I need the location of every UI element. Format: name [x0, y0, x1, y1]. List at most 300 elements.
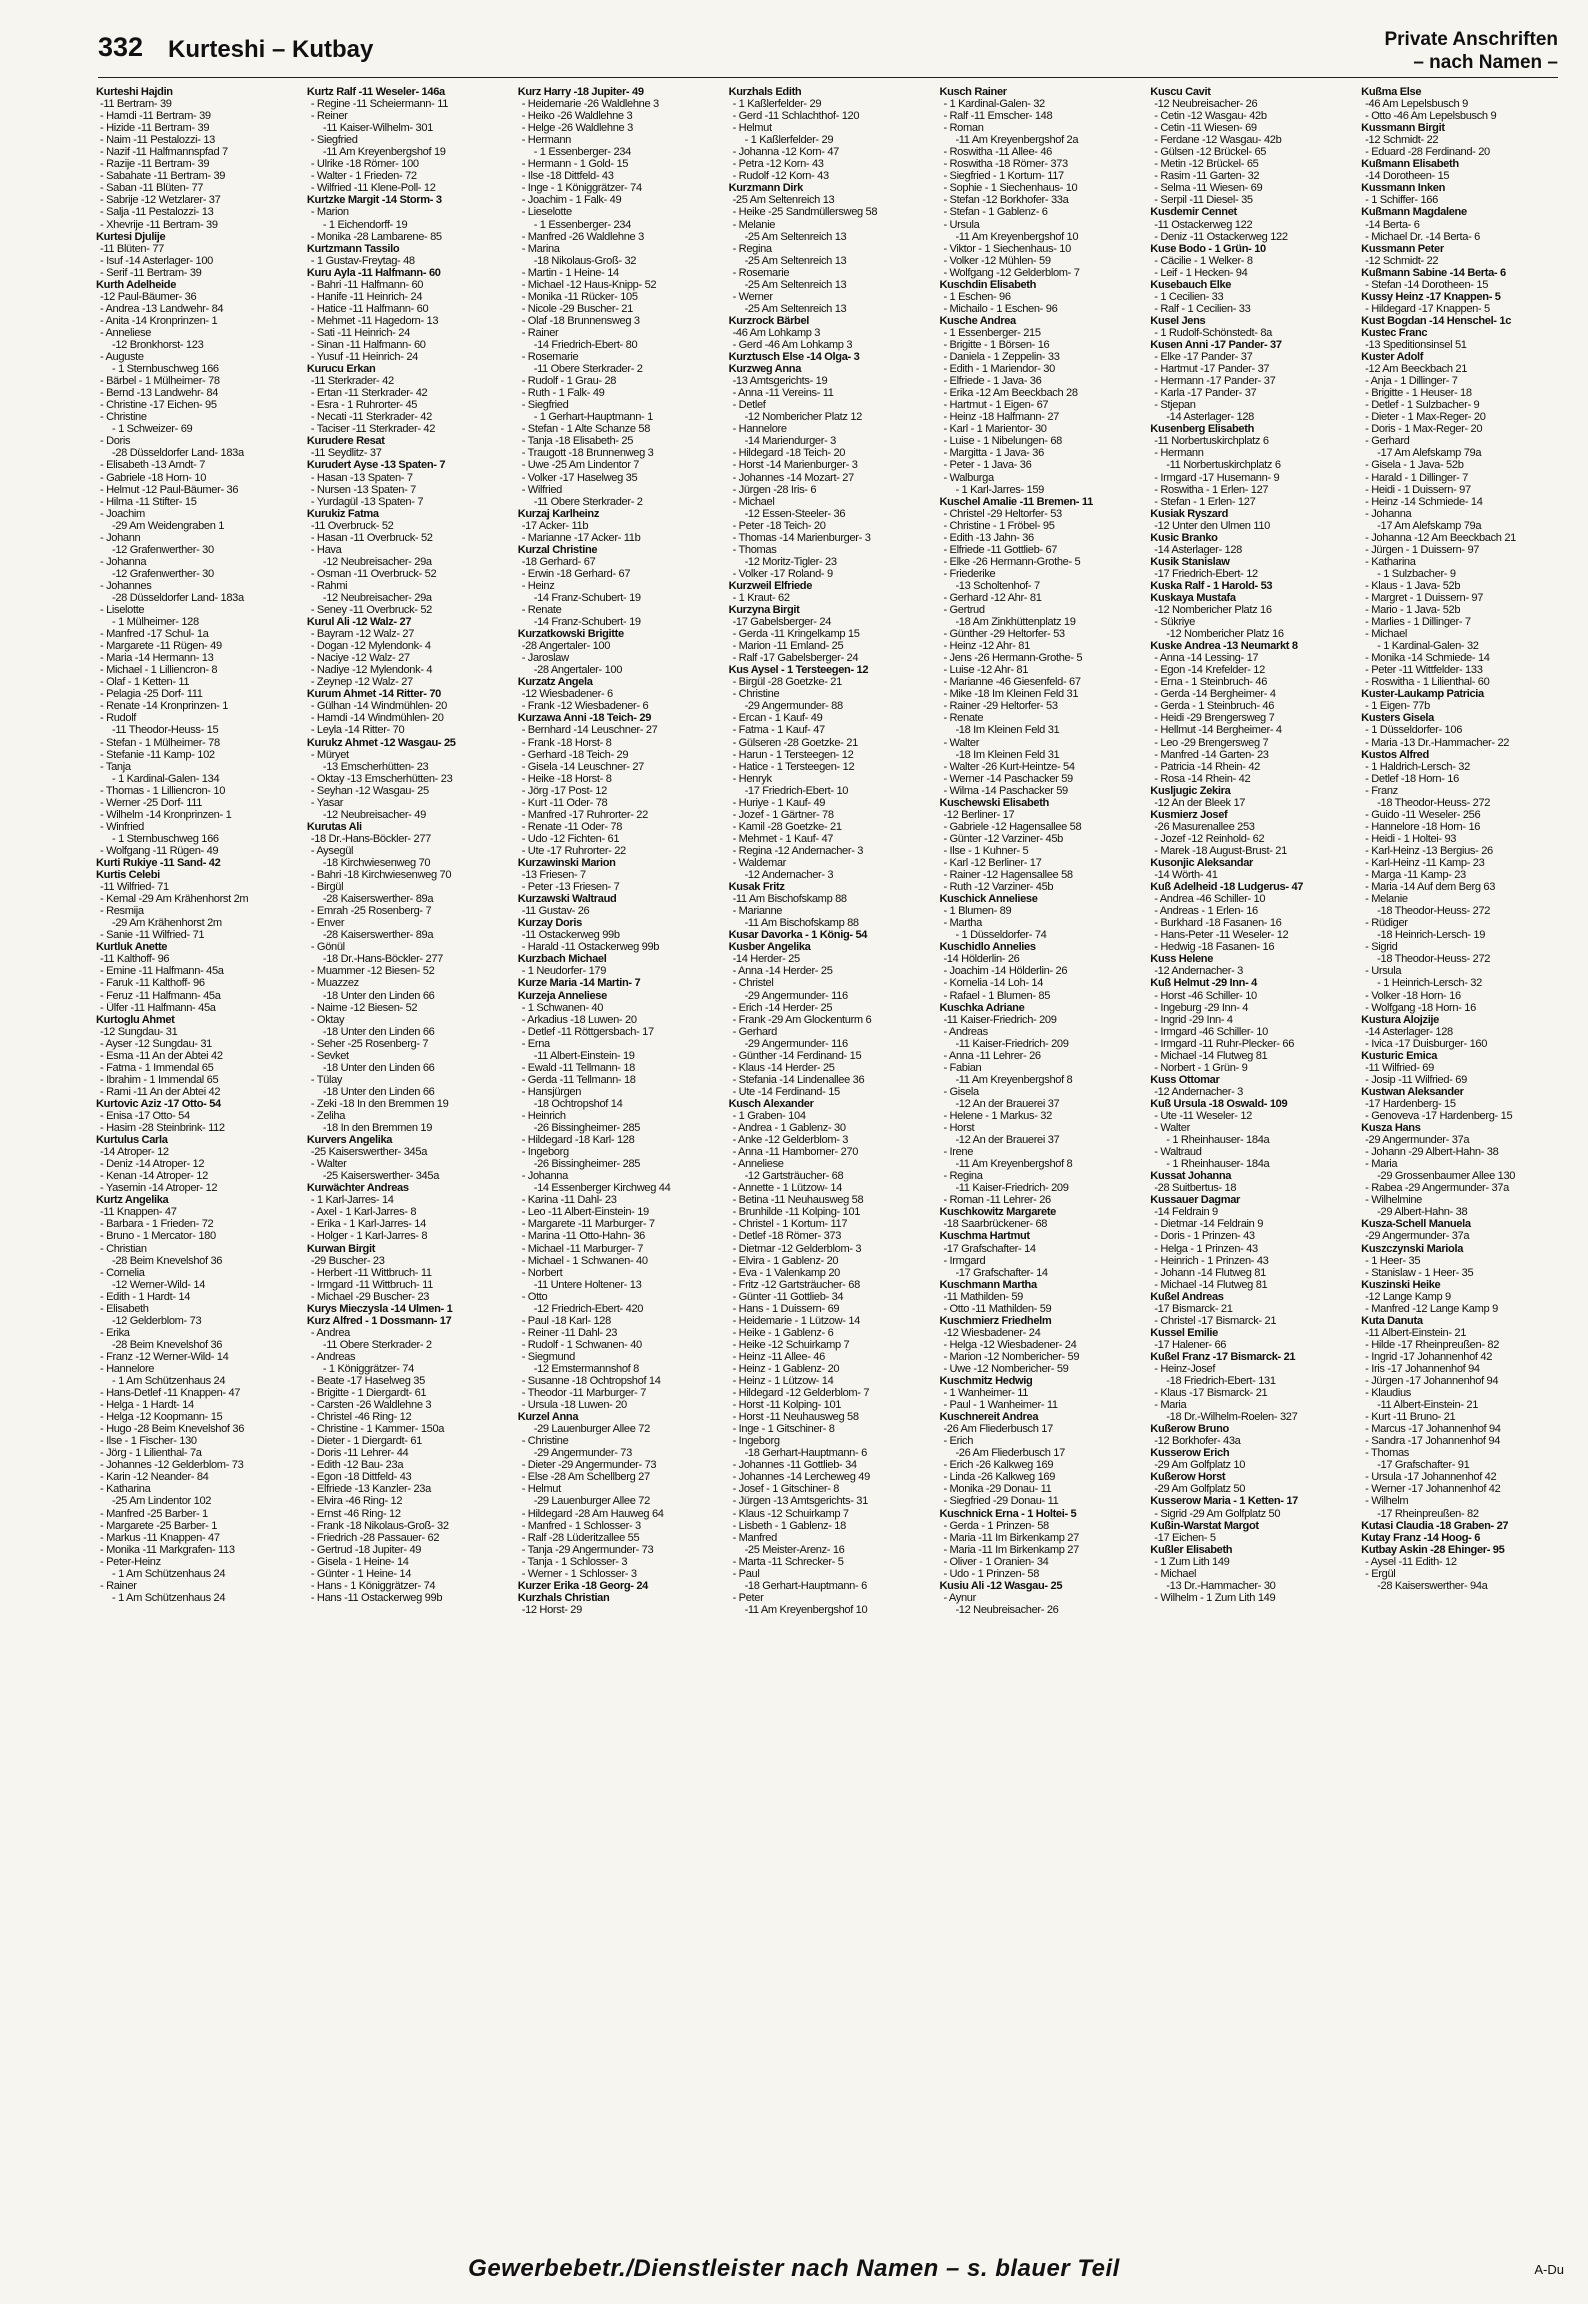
- directory-entry-line: - Jürgen - 1 Duissern- 97: [1365, 543, 1480, 556]
- directory-entry-line: Kuschmann Martha: [939, 1278, 1037, 1291]
- directory-entry-line: -11 Obere Sterkrader- 2: [322, 1338, 432, 1351]
- directory-entry-line: - Marta -11 Schrecker- 5: [732, 1555, 844, 1568]
- directory-entry-line: - Wolfgang -18 Horn- 16: [1365, 1001, 1476, 1014]
- directory-entry-line: - Luise -12 Ahr- 81: [943, 664, 1029, 677]
- directory-entry-line: - Jürgen -28 Iris- 6: [732, 483, 817, 496]
- directory-entry-line: - Liselotte: [100, 604, 145, 617]
- directory-entry-line: - Walburga: [943, 471, 994, 484]
- directory-entry-line: - Michael - 1 Schwanen- 40: [521, 1254, 648, 1267]
- directory-entry-line: - Tülay: [310, 1073, 343, 1086]
- directory-entry-line: - Heidi - 1 Holtei- 93: [1365, 832, 1457, 845]
- directory-entry-line: - Stefan -14 Dorotheen- 15: [1365, 278, 1489, 291]
- directory-entry-line: -25 Am Seltenreich 13: [732, 194, 835, 207]
- directory-entry-line: Kusar Davorka - 1 König- 54: [728, 929, 868, 942]
- directory-entry-line: -14 Herder- 25: [732, 953, 800, 966]
- directory-entry-line: -17 Grafschafter- 14: [955, 1266, 1048, 1279]
- directory-entry-line: - Jörg -17 Post- 12: [521, 784, 607, 797]
- directory-entry-line: -29 Lauenburger Allee 72: [533, 1423, 650, 1436]
- directory-entry-line: - Fatma - 1 Kauf- 47: [732, 724, 825, 737]
- directory-entry-line: - Jürgen -13 Amtsgerichts- 31: [732, 1495, 868, 1508]
- directory-entry-line: Kurzay Doris: [517, 917, 582, 930]
- directory-entry-line: - Ralf -28 Lüderitzallee 55: [521, 1531, 640, 1544]
- directory-entry-line: Kussmann Peter: [1361, 242, 1444, 255]
- directory-entry-line: - Axel - 1 Karl-Jarres- 8: [310, 1206, 417, 1219]
- directory-entry-line: - Naime -12 Biesen- 52: [310, 1001, 418, 1014]
- directory-entry-line: - Inge - 1 Königgrätzer- 74: [521, 182, 642, 195]
- directory-entry-line: -13 Dr.-Hammacher- 30: [1166, 1579, 1276, 1592]
- directory-entry-line: - Karina -11 Dahl- 23: [521, 1194, 617, 1207]
- directory-entry-line: - Tanja - 1 Schlosser- 3: [521, 1555, 628, 1568]
- directory-entry-line: - Johanna: [521, 1170, 568, 1183]
- directory-entry-line: - Michailo - 1 Eschen- 96: [943, 302, 1058, 315]
- directory-entry-line: -11 Am Kreyenbergshof 8: [955, 1158, 1073, 1171]
- directory-entry-line: - Ursula: [1365, 965, 1402, 978]
- directory-entry-line: - Horst -11 Neuhausweg 58: [732, 1411, 859, 1424]
- directory-entry-line: -28 Kaiserswerther- 89a: [322, 893, 434, 906]
- directory-entry-line: -14 Mariendurger- 3: [744, 435, 836, 448]
- directory-entry-line: -26 Masurenallee 253: [1154, 820, 1255, 833]
- directory-entry-line: -12 Werner-Wild- 14: [112, 1278, 206, 1291]
- directory-entry-line: - Thomas -14 Marienburger- 3: [732, 531, 871, 544]
- directory-entry-line: - Cetin -11 Wiesen- 69: [1154, 122, 1257, 135]
- directory-entry-line: - Manfred -25 Barber- 1: [100, 1507, 208, 1520]
- directory-entry-line: -11 Wilfried- 71: [100, 881, 169, 894]
- directory-entry-line: - Erwin -18 Gerhard- 67: [521, 567, 631, 580]
- directory-entry-line: - Stefan - 1 Erlen- 127: [1154, 495, 1256, 508]
- directory-entry-line: - Johanna: [100, 555, 147, 568]
- directory-entry-line: - Otto -46 Am Lepelsbusch 9: [1365, 110, 1497, 123]
- directory-entry-line: Kusiu Ali -12 Wasgau- 25: [939, 1579, 1063, 1592]
- directory-entry-line: - Gerda -11 Kringelkamp 15: [732, 628, 860, 641]
- directory-entry-line: -28 Kaiserswerther- 94a: [1377, 1579, 1488, 1592]
- directory-entry-line: Kurzweg Anna: [728, 363, 802, 376]
- directory-entry-line: -18 Dr.-Wilhelm-Roelen- 327: [1166, 1411, 1298, 1424]
- directory-entry-line: - Roswitha - 1 Lilienthal- 60: [1365, 676, 1490, 689]
- directory-entry-line: - Elvira -46 Ring- 12: [310, 1495, 403, 1508]
- directory-entry-line: - Rainer: [100, 1579, 137, 1592]
- directory-entry-line: - Christel: [732, 977, 774, 990]
- directory-entry-line: - Stjepan: [1154, 399, 1196, 412]
- directory-entry-line: - Manfred: [732, 1531, 777, 1544]
- directory-entry-line: - 1 Schiffer- 166: [1365, 194, 1438, 207]
- directory-entry-line: - Inge - 1 Gitschiner- 8: [732, 1423, 835, 1436]
- directory-entry-line: - Michael Dr. -14 Berta- 6: [1365, 230, 1480, 243]
- directory-entry-line: - Susanne -18 Ochtropshof 14: [521, 1375, 661, 1388]
- directory-entry-line: Kusljugic Zekira: [1150, 784, 1231, 797]
- directory-entry-line: - Metin -12 Brückel- 65: [1154, 158, 1259, 171]
- directory-entry-line: -18 Nikolaus-Groß- 32: [533, 254, 637, 267]
- directory-entry-line: - Ingeborg: [521, 1146, 569, 1159]
- directory-entry-line: -25 Am Lindentor 102: [112, 1495, 212, 1508]
- directory-entry-line: - 1 Neudorfer- 179: [521, 965, 607, 978]
- directory-entry-line: - 1 Heinrich-Lersch- 32: [1377, 977, 1482, 990]
- directory-entry-line: -11 Kaiser-Wilhelm- 301: [322, 122, 433, 135]
- directory-entry-line: -14 Dorotheen- 15: [1365, 170, 1450, 183]
- directory-entry-line: - Elfriede - 1 Java- 36: [943, 375, 1042, 388]
- directory-entry-line: - Erika -12 Am Beeckbach 28: [943, 387, 1078, 400]
- directory-entry-line: Kurutas Ali: [306, 820, 362, 833]
- directory-entry-line: - Kornelia -14 Loh- 14: [943, 977, 1044, 990]
- directory-entry-line: -11 Norbertuskirchplatz 6: [1154, 435, 1269, 448]
- directory-entry-line: -11 Mathilden- 59: [943, 1290, 1023, 1303]
- directory-entry-line: - Maria: [1154, 1399, 1187, 1412]
- directory-entry-line: - Birgül: [310, 881, 344, 894]
- directory-entry-line: - Margarete -25 Barber- 1: [100, 1519, 218, 1532]
- directory-entry-line: - Hartmut - 1 Eigen- 67: [943, 399, 1049, 412]
- directory-entry-line: - Christine -17 Eichen- 95: [100, 399, 217, 412]
- directory-entry-line: -28 Kaiserswerther- 89a: [322, 929, 434, 942]
- directory-entry-line: Kusmierz Josef: [1150, 808, 1228, 821]
- directory-entry-line: - Esra - 1 Ruhrorter- 45: [310, 399, 418, 412]
- directory-entry-line: - Otto -11 Mathilden- 59: [943, 1302, 1052, 1315]
- directory-entry-line: - Iris -17 Johannenhof 94: [1365, 1362, 1480, 1375]
- directory-entry-line: - Hedwig -18 Fasanen- 16: [1154, 941, 1275, 954]
- directory-entry-line: - Helene - 1 Markus- 32: [943, 1109, 1052, 1122]
- directory-entry-line: - Sevket: [310, 1049, 349, 1062]
- directory-entry-line: - Thomas: [732, 543, 777, 556]
- directory-entry-line: - Huriye - 1 Kauf- 49: [732, 796, 826, 809]
- directory-entry-line: - Christine - 1 Kammer- 150a: [310, 1423, 445, 1436]
- directory-column: [939, 86, 1144, 2236]
- directory-entry-line: - Nursen -13 Spaten- 7: [310, 483, 417, 496]
- directory-entry-line: - Hasan -11 Overbruck- 52: [310, 531, 433, 544]
- directory-entry-line: - Werner - 1 Schlosser- 3: [521, 1567, 637, 1580]
- directory-entry-line: - Helmut: [521, 1483, 561, 1496]
- directory-entry-line: - Uwe -12 Nombericher- 59: [943, 1362, 1069, 1375]
- directory-entry-line: - Peter: [732, 1591, 764, 1604]
- directory-entry-line: - Helga -12 Wiesbadener- 24: [943, 1338, 1077, 1351]
- directory-entry-line: Kurzweil Elfriede: [728, 579, 813, 592]
- directory-entry-line: -25 Am Seltenreich 13: [744, 254, 847, 267]
- directory-entry-line: -12 Grafenwerther- 30: [112, 567, 214, 580]
- directory-entry-line: - Emine -11 Halfmann- 45a: [100, 965, 224, 978]
- directory-entry-line: - Stefan - 1 Alte Schanze 58: [521, 423, 651, 436]
- directory-entry-line: Kuschel Amalie -11 Bremen- 11: [939, 495, 1093, 508]
- directory-entry-line: - Harald - 1 Dillinger- 7: [1365, 471, 1468, 484]
- directory-entry-line: - Hans -11 Ostackerweg 99b: [310, 1591, 443, 1604]
- directory-entry-line: - Muazzez: [310, 977, 359, 990]
- directory-entry-line: - Werner -14 Paschacker 59: [943, 772, 1073, 785]
- directory-entry-line: - Dieter -29 Angermunder- 73: [521, 1459, 657, 1472]
- directory-entry-line: - Hartmut -17 Pander- 37: [1154, 363, 1270, 376]
- directory-entry-line: -25 Am Seltenreich 13: [744, 278, 847, 291]
- directory-entry-line: -29 Lauenburger Allee 72: [533, 1495, 650, 1508]
- directory-entry-line: -11 Bertram- 39: [100, 98, 172, 111]
- directory-entry-line: - Cornelia: [100, 1266, 145, 1279]
- directory-entry-line: - Michael -14 Flutweg 81: [1154, 1049, 1268, 1062]
- directory-entry-line: -11 Norbertuskirchplatz 6: [1166, 459, 1281, 472]
- directory-entry-line: Kuschick Anneliese: [939, 893, 1038, 906]
- directory-entry-line: - Anna -11 Hamborner- 270: [732, 1146, 859, 1159]
- directory-entry-line: - Eduard -28 Ferdinand- 20: [1365, 146, 1490, 159]
- directory-entry-line: -12 Neubreisacher- 29a: [322, 555, 432, 568]
- directory-entry-line: - Gertrud: [943, 604, 985, 617]
- directory-entry-line: - Carsten -26 Waldlehne 3: [310, 1399, 432, 1412]
- directory-entry-line: - Maria -14 Hermann- 13: [100, 652, 214, 665]
- directory-entry-line: Kurukiz Fatma: [306, 507, 379, 520]
- directory-entry-line: Kuschewski Elisabeth: [939, 796, 1049, 809]
- directory-entry-line: - Serpil -11 Diesel- 35: [1154, 194, 1253, 207]
- directory-entry-line: - Maria -11 Im Birkenkamp 27: [943, 1531, 1079, 1544]
- directory-entry-line: - Leyla -14 Ritter- 70: [310, 724, 405, 737]
- directory-entry-line: -14 Feldrain 9: [1154, 1206, 1218, 1219]
- directory-entry-line: - Ayser -12 Sungdau- 31: [100, 1037, 213, 1050]
- directory-entry-line: - Thomas - 1 Lilliencron- 10: [100, 784, 226, 797]
- directory-entry-line: -18 Saarbrückener- 68: [943, 1218, 1048, 1231]
- directory-entry-line: - 1 Rheinhauser- 184a: [1166, 1158, 1270, 1171]
- directory-entry-line: -29 Angermunder- 37a: [1365, 1134, 1470, 1147]
- directory-entry-line: - Paul - 1 Wanheimer- 11: [943, 1399, 1058, 1412]
- directory-entry-line: -17 Halener- 66: [1154, 1338, 1227, 1351]
- directory-entry-line: - Klaudius: [1365, 1387, 1411, 1400]
- directory-entry-line: - Hilde -17 Rheinpreußen- 82: [1365, 1338, 1500, 1351]
- directory-entry-line: - Erna: [521, 1037, 550, 1050]
- directory-entry-line: - Olaf -18 Brunnensweg 3: [521, 314, 640, 327]
- directory-entry-line: - Helmut -12 Paul-Bäumer- 36: [100, 483, 239, 496]
- directory-entry-line: - Naim -11 Pestalozzi- 13: [100, 134, 215, 147]
- directory-entry-line: - Detlef - 1 Sulzbacher- 9: [1365, 399, 1480, 412]
- directory-entry-line: - Kurt -11 Oder- 78: [521, 796, 608, 809]
- directory-entry-line: - Mike -18 Im Kleinen Feld 31: [943, 688, 1079, 701]
- directory-entry-line: - Maria -11 Im Birkenkamp 27: [943, 1543, 1079, 1556]
- directory-entry-line: - Dietmar -12 Gelderblom- 3: [732, 1242, 862, 1255]
- directory-entry-line: - Selma -11 Wiesen- 69: [1154, 182, 1263, 195]
- directory-entry-line: Kurwächter Andreas: [306, 1182, 409, 1195]
- directory-entry-line: - Peter -11 Wittfelder- 133: [1365, 664, 1483, 677]
- directory-entry-line: - Helga -12 Koopmann- 15: [100, 1411, 223, 1424]
- directory-entry-line: Kuszinski Heike: [1361, 1278, 1441, 1291]
- directory-entry-line: - Karin -12 Neander- 84: [100, 1471, 209, 1484]
- directory-entry-line: - Marion: [310, 206, 349, 219]
- directory-entry-line: - 1 Am Schützenhaus 24: [112, 1591, 226, 1604]
- directory-entry-line: - Regina: [732, 242, 772, 255]
- directory-entry-line: - Rosa -14 Rhein- 42: [1154, 772, 1251, 785]
- directory-entry-line: - 1 Essenberger- 234: [533, 218, 631, 231]
- directory-entry-line: -14 Atroper- 12: [100, 1146, 169, 1159]
- directory-entry-line: - Resmija: [100, 905, 144, 918]
- directory-entry-line: - Andrea: [310, 1326, 350, 1339]
- directory-entry-line: Kurys Mieczysla -14 Ulmen- 1: [306, 1302, 453, 1315]
- directory-entry-line: Kusber Angelika: [728, 941, 811, 954]
- directory-entry-line: - Oktay: [310, 1013, 345, 1026]
- directory-entry-line: - Annette - 1 Lützow- 14: [732, 1182, 842, 1195]
- directory-entry-line: -11 Untere Holtener- 13: [533, 1278, 642, 1291]
- directory-entry-line: - Hermann: [1154, 447, 1204, 460]
- directory-entry-line: - Katharina: [100, 1483, 151, 1496]
- directory-entry-line: - 1 Cecilien- 33: [1154, 290, 1224, 303]
- directory-entry-line: -14 Asterlager- 128: [1154, 543, 1242, 556]
- page-header: [98, 28, 1558, 88]
- directory-entry-line: - Ivica -17 Duisburger- 160: [1365, 1037, 1488, 1050]
- directory-entry-line: - Marianne -17 Acker- 11b: [521, 531, 641, 544]
- directory-entry-line: - Ilse -18 Dittfeld- 43: [521, 170, 614, 183]
- directory-entry-line: - Martha: [943, 917, 982, 930]
- directory-entry-line: -12 Nombericher Platz 16: [1154, 604, 1272, 617]
- directory-entry-line: - Ertan -11 Sterkrader- 42: [310, 387, 428, 400]
- directory-entry-line: - Jozef -12 Reinhold- 62: [1154, 832, 1265, 845]
- directory-entry-line: - Harald -11 Ostackerweg 99b: [521, 941, 660, 954]
- directory-entry-line: - Jozef - 1 Gärtner- 78: [732, 808, 834, 821]
- directory-entry-line: - Wolfgang -11 Rügen- 49: [100, 844, 219, 857]
- directory-entry-line: - Monika -14 Schmiede- 14: [1365, 652, 1490, 665]
- directory-entry-line: - Johannes: [100, 579, 152, 592]
- directory-entry-line: - 1 Eichendorff- 19: [322, 218, 408, 231]
- directory-entry-line: Kurzawski Waltraud: [517, 893, 617, 906]
- directory-entry-line: -29 Am Golfplatz 10: [1154, 1459, 1246, 1472]
- directory-entry-line: - Herbert -11 Wittbruch- 11: [310, 1266, 432, 1279]
- directory-entry-line: - Hermann -17 Pander- 37: [1154, 375, 1276, 388]
- directory-entry-line: - Rosemarie: [732, 266, 790, 279]
- directory-entry-line: - Heidemarie - 1 Lützow- 14: [732, 1314, 861, 1327]
- directory-entry-line: -29 Angermunder- 116: [744, 1037, 848, 1050]
- directory-entry-line: - Brigitte - 1 Diergardt- 61: [310, 1387, 427, 1400]
- directory-entry-line: - Brunhilde -11 Kolping- 101: [732, 1206, 861, 1219]
- directory-entry-line: - Sanie -11 Wilfried- 71: [100, 929, 205, 942]
- directory-entry-line: - Dogan -12 Mylendonk- 4: [310, 640, 431, 653]
- directory-entry-line: -11 Ostackerweg 122: [1154, 218, 1253, 231]
- directory-entry-line: - Anita -14 Kronprinzen- 1: [100, 314, 218, 327]
- directory-entry-line: - Andrea -46 Schiller- 10: [1154, 893, 1266, 906]
- directory-entry-line: - Norbert - 1 Grün- 9: [1154, 1061, 1248, 1074]
- directory-entry-line: Kuschmitz Hedwig: [939, 1375, 1033, 1388]
- directory-entry-line: - Friedrich -28 Passauer- 62: [310, 1531, 440, 1544]
- directory-entry-line: - Bruno - 1 Mercator- 180: [100, 1230, 216, 1243]
- directory-entry-line: Kussy Heinz -17 Knappen- 5: [1361, 290, 1501, 303]
- directory-entry-line: -11 Am Bischofskamp 88: [732, 893, 847, 906]
- directory-entry-line: - Edith -12 Bau- 23a: [310, 1459, 404, 1472]
- directory-entry-line: -17 Grafschafter- 91: [1377, 1459, 1470, 1472]
- directory-entry-line: - Petra -12 Korn- 43: [732, 158, 824, 171]
- directory-entry-line: - Heinz -18 Halfmann- 27: [943, 411, 1059, 424]
- directory-entry-line: - Heidemarie -26 Waldlehne 3: [521, 98, 659, 111]
- directory-entry-line: Kussel Emilie: [1150, 1326, 1218, 1339]
- directory-entry-line: Kusserow Erich: [1150, 1447, 1230, 1460]
- directory-entry-line: -14 Essenberger Kirchweg 44: [533, 1182, 671, 1195]
- directory-entry-line: - 1 Düsseldorfer- 106: [1365, 724, 1463, 737]
- directory-entry-line: -18 In den Bremmen 19: [322, 1122, 433, 1135]
- page-number: 332: [98, 32, 144, 62]
- directory-entry-line: -12 An der Bleek 17: [1154, 796, 1246, 809]
- directory-entry-line: - Detlef: [732, 399, 766, 412]
- directory-entry-line: - Ute -11 Weseler- 12: [1154, 1109, 1252, 1122]
- directory-entry-line: - 1 Blumen- 89: [943, 905, 1012, 918]
- directory-entry-line: - Margitta - 1 Java- 36: [943, 447, 1044, 460]
- directory-entry-line: -14 Berta- 6: [1365, 218, 1420, 231]
- directory-entry-line: - Andreas - 1 Erlen- 16: [1154, 905, 1258, 918]
- directory-entry-line: - Regina: [943, 1170, 983, 1183]
- directory-entry-line: - Sabahate -11 Bertram- 39: [100, 170, 226, 183]
- directory-entry-line: - Erika: [100, 1326, 130, 1339]
- directory-entry-line: - Naciye -12 Walz- 27: [310, 652, 410, 665]
- directory-entry-line: Kussmann Birgit: [1361, 122, 1445, 135]
- directory-entry-line: - 1 Kardinal-Galen- 32: [943, 98, 1045, 111]
- page-title: Kurteshi – Kutbay: [168, 36, 374, 63]
- directory-entry-line: - Linda -26 Kalkweg 169: [943, 1471, 1056, 1484]
- directory-entry-line: Kurzal Christine: [517, 543, 598, 556]
- directory-entry-line: Kuss Ottomar: [1150, 1073, 1220, 1086]
- directory-entry-line: - Walter -26 Kurt-Heintze- 54: [943, 760, 1075, 773]
- directory-entry-line: - Irmgard: [943, 1254, 986, 1267]
- directory-entry-line: Kuster-Laukamp Patricia: [1361, 688, 1484, 701]
- footer-code: A-Du: [1534, 2262, 1564, 2277]
- directory-entry-line: - Barbara - 1 Frieden- 72: [100, 1218, 214, 1231]
- directory-entry-line: Kus Aysel - 1 Tersteegen- 12: [728, 664, 869, 677]
- directory-entry-line: - Gisela - 1 Heine- 14: [310, 1555, 409, 1568]
- directory-entry-line: - Jörg - 1 Lilienthal- 7a: [100, 1447, 202, 1460]
- directory-entry-line: - Sigrid -29 Am Golfplatz 50: [1154, 1507, 1281, 1520]
- directory-entry-line: - Helmut: [732, 122, 772, 135]
- directory-entry-line: - Christine - 1 Fröbel- 95: [943, 519, 1055, 532]
- directory-column: [96, 86, 301, 2236]
- directory-entry-line: -11 Obere Sterkrader- 2: [533, 363, 643, 376]
- directory-entry-line: - Johann -14 Flutweg 81: [1154, 1266, 1266, 1279]
- directory-entry-line: - Erika - 1 Karl-Jarres- 14: [310, 1218, 426, 1231]
- directory-column: [518, 86, 723, 2236]
- footer-note: Gewerbebetr./Dienstleister nach Namen – s. blauer Teil: [468, 2255, 1120, 2282]
- directory-entry-line: - Egon -18 Dittfeld- 43: [310, 1471, 412, 1484]
- directory-entry-line: Kußel Franz -17 Bismarck- 21: [1150, 1350, 1296, 1363]
- directory-entry-line: - Ute -17 Ruhrorter- 22: [521, 844, 626, 857]
- directory-entry-line: - Rasim -11 Garten- 32: [1154, 170, 1260, 183]
- directory-entry-line: - Peter -13 Friesen- 7: [521, 881, 620, 894]
- directory-entry-line: - Elfriede -11 Gottlieb- 67: [943, 543, 1058, 556]
- directory-entry-line: - Hamdi -11 Bertram- 39: [100, 110, 211, 123]
- directory-entry-line: - Ibrahim - 1 Immendal 65: [100, 1073, 219, 1086]
- directory-entry-line: Kurzatz Angela: [517, 676, 593, 689]
- directory-entry-line: - Heinz -12 Ahr- 81: [943, 640, 1030, 653]
- directory-entry-line: -29 Buscher- 23: [310, 1254, 385, 1267]
- directory-entry-line: - Reiner -11 Dahl- 23: [521, 1326, 618, 1339]
- directory-entry-line: - Klaus - 1 Java- 52b: [1365, 579, 1461, 592]
- directory-entry-line: - Edith - 1 Hardt- 14: [100, 1290, 191, 1303]
- directory-entry-line: - Maria -13 Dr.-Hammacher- 22: [1365, 736, 1510, 749]
- directory-entry-line: - Kenan -14 Atroper- 12: [100, 1170, 208, 1183]
- directory-entry-line: -14 Franz-Schubert- 19: [533, 591, 641, 604]
- directory-entry-line: - Günter - 1 Heine- 14: [310, 1567, 412, 1580]
- directory-entry-line: - Andreas: [943, 1025, 988, 1038]
- directory-entry-line: - Udo - 1 Prinzen- 58: [943, 1567, 1040, 1580]
- directory-entry-line: - Gülsen -12 Brückel- 65: [1154, 146, 1267, 159]
- directory-entry-line: - Wilhelm - 1 Zum Lith 149: [1154, 1591, 1276, 1604]
- directory-entry-line: - Else -28 Am Schellberg 27: [521, 1471, 650, 1484]
- directory-entry-line: - Erich -26 Kalkweg 169: [943, 1459, 1054, 1472]
- directory-entry-line: - Edith - 1 Mariendor- 30: [943, 363, 1055, 376]
- directory-entry-line: - Karl -12 Berliner- 17: [943, 857, 1042, 869]
- directory-entry-line: - 1 Sternbuschweg 166: [112, 363, 219, 376]
- directory-entry-line: -12 Essen-Steeler- 36: [744, 507, 846, 520]
- directory-entry-line: - Karl-Heinz -11 Kamp- 23: [1365, 857, 1485, 869]
- directory-entry-line: - Ralf -11 Emscher- 148: [943, 110, 1053, 123]
- directory-entry-line: - Gerhard: [732, 1025, 777, 1038]
- directory-entry-line: - Helge -26 Waldlehne 3: [521, 122, 633, 135]
- directory-entry-line: - Fatma - 1 Immendal 65: [100, 1061, 214, 1074]
- directory-entry-line: -18 Gerhart-Hauptmann- 6: [744, 1447, 867, 1460]
- directory-entry-line: Kußel Andreas: [1150, 1290, 1224, 1303]
- directory-entry-line: -11 Sterkrader- 42: [310, 375, 394, 388]
- directory-entry-line: - Josef - 1 Gitschiner- 8: [732, 1483, 840, 1496]
- directory-entry-line: -11 Am Kreyenbergshof 10: [955, 230, 1079, 243]
- directory-entry-line: - Hansjürgen: [521, 1085, 582, 1098]
- directory-entry-line: - Dietmar -14 Feldrain 9: [1154, 1218, 1264, 1231]
- directory-entry-line: - Aysel -11 Edith- 12: [1365, 1555, 1457, 1568]
- directory-entry-line: - Heike -12 Schuirkamp 7: [732, 1338, 850, 1351]
- directory-entry-line: -12 Sungdau- 31: [100, 1025, 178, 1038]
- directory-entry-line: Kußerow Horst: [1150, 1471, 1226, 1484]
- directory-entry-line: - Johanna: [1365, 507, 1412, 520]
- directory-entry-line: - Horst -46 Schiller- 10: [1154, 989, 1257, 1002]
- directory-entry-line: - Genoveva -17 Hardenberg- 15: [1365, 1109, 1513, 1122]
- directory-entry-line: - Johannes -14 Mozart- 27: [732, 471, 854, 484]
